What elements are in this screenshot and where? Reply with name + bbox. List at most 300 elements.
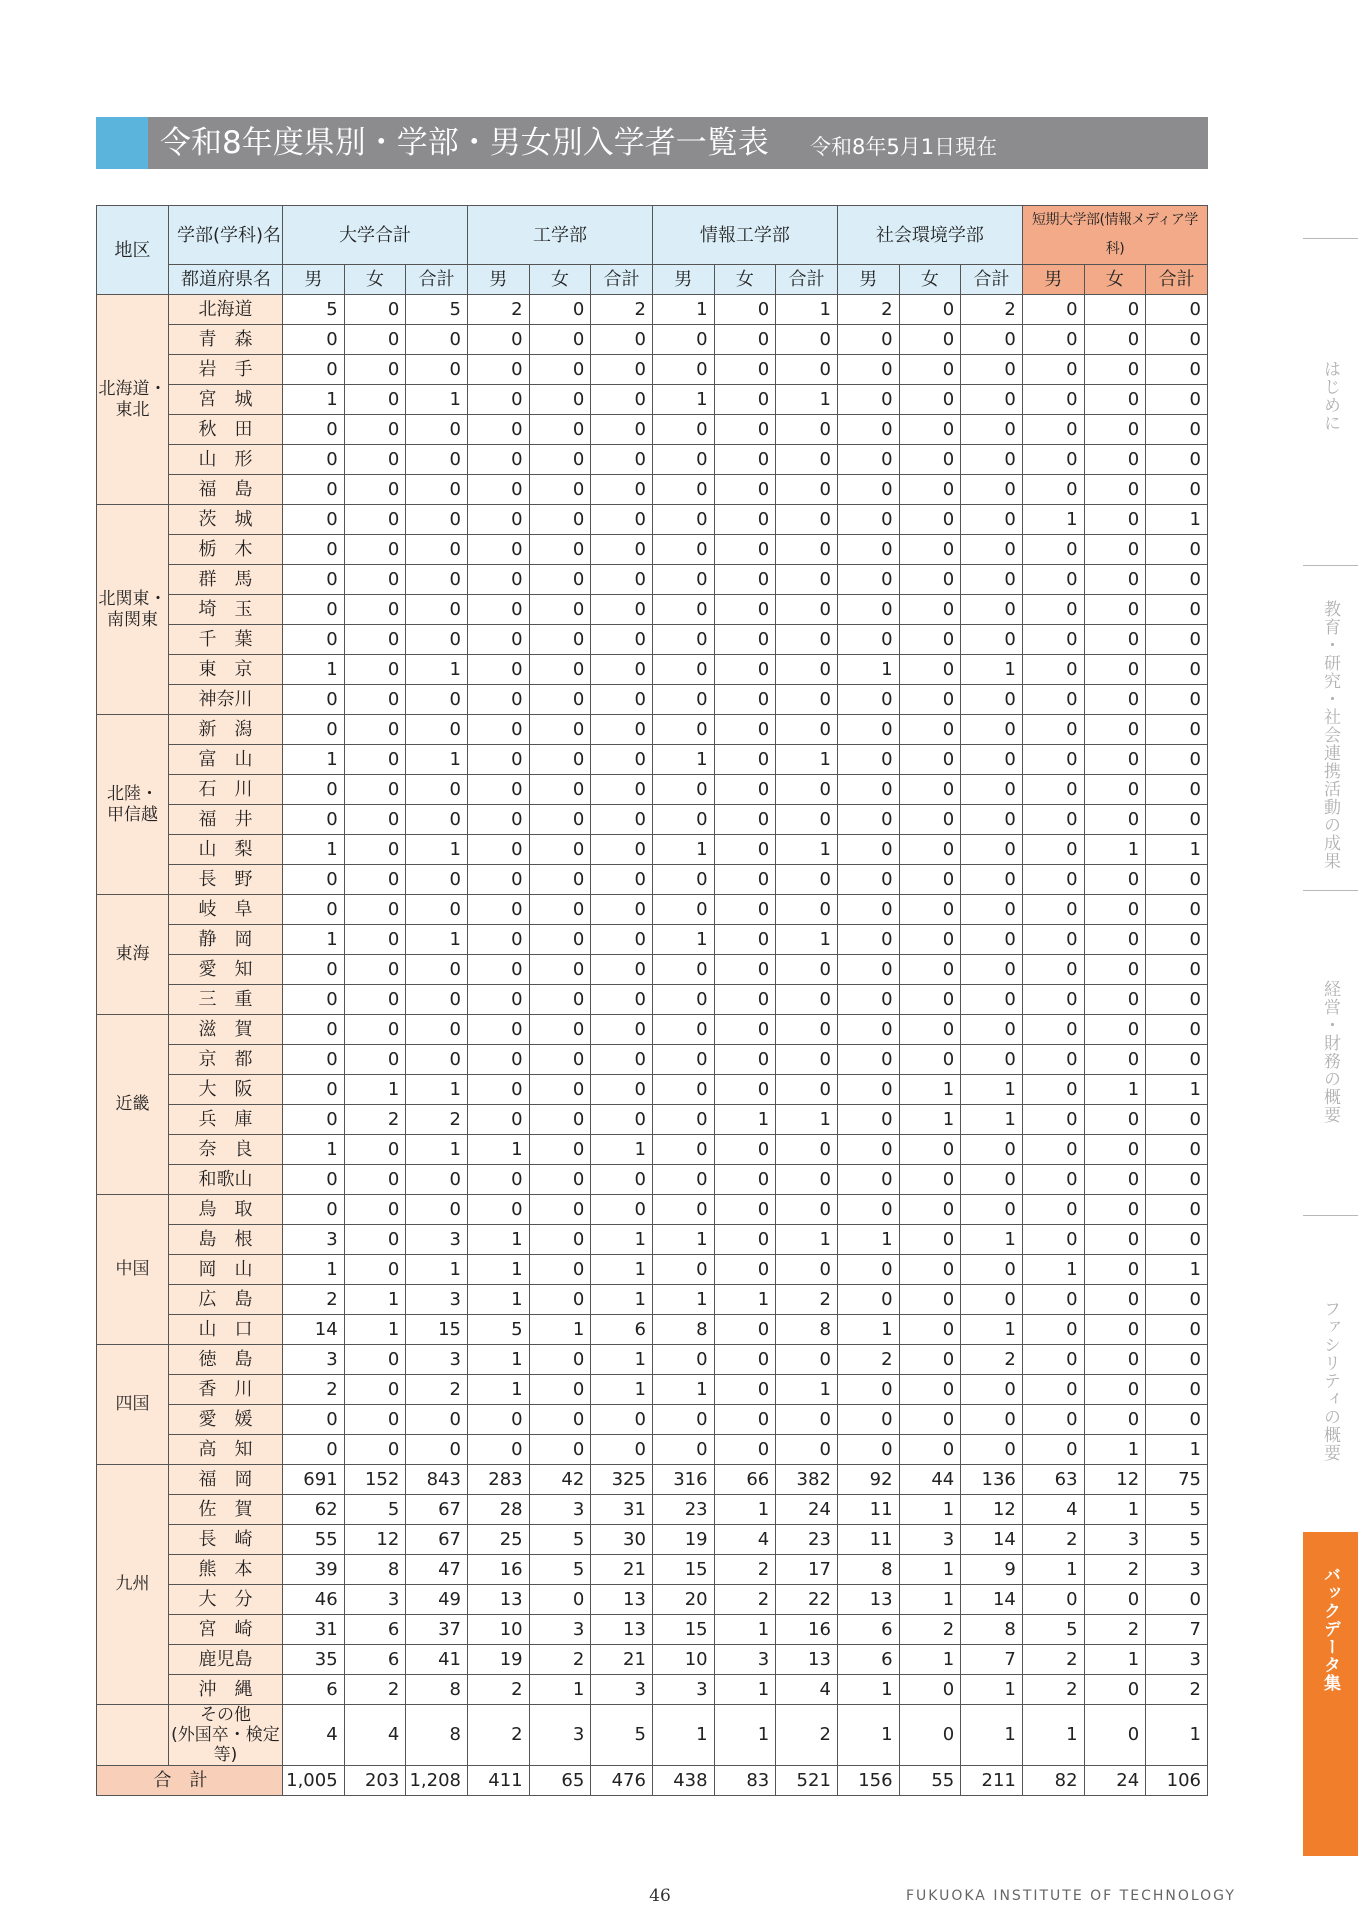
value-cell: 2 [467,1705,529,1766]
value-cell: 0 [591,565,653,595]
prefecture-cell: 徳 島 [169,1345,283,1375]
prefecture-cell: 高 知 [169,1435,283,1465]
value-cell: 0 [1146,1195,1208,1225]
value-cell: 1 [1084,1645,1146,1675]
value-cell: 15 [652,1615,714,1645]
value-cell: 0 [591,745,653,775]
value-cell: 0 [344,295,406,325]
value-cell: 0 [714,595,776,625]
value-cell: 0 [529,1255,591,1285]
value-cell: 0 [529,1405,591,1435]
value-cell: 0 [652,805,714,835]
prefecture-cell: 兵 庫 [169,1105,283,1135]
value-cell: 0 [344,1165,406,1195]
value-cell: 2 [1146,1675,1208,1705]
value-cell: 1 [961,1705,1023,1766]
value-cell: 0 [344,1195,406,1225]
value-cell: 0 [776,325,838,355]
value-cell: 0 [1022,445,1084,475]
value-cell: 0 [652,325,714,355]
value-cell: 0 [1022,1195,1084,1225]
value-cell: 0 [837,715,899,745]
table-row [97,895,1208,925]
value-cell: 0 [467,835,529,865]
value-cell: 0 [714,865,776,895]
prefecture-cell: 福 島 [169,475,283,505]
value-cell: 0 [1084,1015,1146,1045]
prefecture-cell: 埼 玉 [169,595,283,625]
value-cell: 3 [529,1615,591,1645]
prefecture-cell: 大 分 [169,1585,283,1615]
value-cell: 62 [283,1495,345,1525]
prefecture-cell: 鳥 取 [169,1195,283,1225]
table-row [97,1645,1208,1675]
value-cell: 0 [652,775,714,805]
value-cell: 1 [652,295,714,325]
value-cell: 2 [776,1285,838,1315]
region-cell: 北海道・ 東北 [97,295,169,505]
value-cell: 0 [1084,325,1146,355]
value-cell: 438 [652,1766,714,1796]
value-cell: 0 [344,505,406,535]
value-cell: 0 [1084,655,1146,685]
value-cell: 0 [899,415,961,445]
value-cell: 0 [899,595,961,625]
value-cell: 0 [406,865,468,895]
value-cell: 0 [1022,775,1084,805]
value-cell: 0 [344,1375,406,1405]
table-row [97,1585,1208,1615]
prefecture-cell: 鹿児島 [169,1645,283,1675]
value-cell: 0 [961,895,1023,925]
region-cell: 北陸・ 甲信越 [97,715,169,895]
value-cell: 0 [776,655,838,685]
value-cell: 1 [1084,1075,1146,1105]
value-cell: 0 [714,1195,776,1225]
value-cell: 6 [591,1315,653,1345]
value-cell: 0 [1022,1135,1084,1165]
value-cell: 0 [714,1165,776,1195]
value-cell: 0 [344,715,406,745]
value-cell: 0 [837,925,899,955]
value-cell: 0 [1084,1675,1146,1705]
value-cell: 0 [837,385,899,415]
value-cell: 0 [529,1075,591,1105]
value-cell: 0 [591,865,653,895]
value-cell: 0 [837,505,899,535]
value-cell: 0 [344,1135,406,1165]
value-cell: 0 [591,1015,653,1045]
value-cell: 1 [652,385,714,415]
value-cell: 0 [529,1045,591,1075]
value-cell: 1 [283,1255,345,1285]
value-cell: 0 [1022,1105,1084,1135]
value-cell: 0 [899,835,961,865]
value-cell: 0 [961,325,1023,355]
value-cell: 0 [961,385,1023,415]
value-cell: 0 [714,805,776,835]
value-cell: 1 [961,1105,1023,1135]
value-cell: 0 [1022,325,1084,355]
value-cell: 0 [652,535,714,565]
value-cell: 0 [529,535,591,565]
side-tab-3[interactable]: ファシリティの概要 [1320,1300,1340,1462]
value-cell: 0 [591,505,653,535]
value-cell: 0 [283,355,345,385]
value-cell: 0 [837,1045,899,1075]
table-row [97,1315,1208,1345]
value-cell: 2 [283,1285,345,1315]
prefecture-cell: 宮 崎 [169,1615,283,1645]
value-cell: 3 [1146,1555,1208,1585]
value-cell: 0 [344,685,406,715]
value-cell: 14 [961,1585,1023,1615]
value-cell: 0 [899,1225,961,1255]
value-cell: 1 [467,1255,529,1285]
value-cell: 0 [467,745,529,775]
value-cell: 0 [283,1045,345,1075]
value-cell: 0 [344,1345,406,1375]
value-cell: 2 [837,1345,899,1375]
table-row [97,295,1208,325]
value-cell: 0 [1022,1285,1084,1315]
value-cell: 0 [652,1135,714,1165]
value-cell: 0 [837,1405,899,1435]
value-cell: 1 [714,1285,776,1315]
value-cell: 92 [837,1465,899,1495]
value-cell: 0 [467,1435,529,1465]
value-cell: 1 [1146,505,1208,535]
value-cell: 0 [591,1075,653,1105]
value-cell: 0 [714,895,776,925]
value-cell: 2 [283,1375,345,1405]
value-cell: 0 [714,475,776,505]
value-cell: 0 [344,835,406,865]
value-cell: 0 [406,475,468,505]
value-cell: 0 [1146,1285,1208,1315]
side-tab-1[interactable]: 教育・研究・社会連携活動の成果 [1320,600,1340,870]
subheader-cell: 女 [344,265,406,295]
value-cell: 0 [837,1435,899,1465]
value-cell: 12 [344,1525,406,1555]
value-cell: 0 [776,1015,838,1045]
value-cell: 5 [591,1705,653,1766]
table-row [97,1165,1208,1195]
value-cell: 2 [899,1615,961,1645]
value-cell: 0 [591,445,653,475]
value-cell: 5 [467,1315,529,1345]
value-cell: 0 [714,1075,776,1105]
prefecture-cell: 千 葉 [169,625,283,655]
value-cell: 22 [776,1585,838,1615]
value-cell: 1 [837,1675,899,1705]
value-cell: 0 [529,1015,591,1045]
value-cell: 0 [776,445,838,475]
value-cell: 0 [467,1405,529,1435]
value-cell: 0 [776,415,838,445]
prefecture-cell: 山 口 [169,1315,283,1345]
value-cell: 0 [652,1435,714,1465]
value-cell: 0 [1084,1045,1146,1075]
prefecture-cell: 長 崎 [169,1525,283,1555]
value-cell: 0 [652,985,714,1015]
prefecture-cell: 岩 手 [169,355,283,385]
value-cell: 0 [591,1435,653,1465]
value-cell: 0 [344,535,406,565]
value-cell: 0 [961,565,1023,595]
value-cell: 2 [961,1345,1023,1375]
value-cell: 0 [961,1015,1023,1045]
value-cell: 0 [467,1195,529,1225]
value-cell: 0 [1022,745,1084,775]
subheader-cell: 女 [714,265,776,295]
value-cell: 9 [961,1555,1023,1585]
value-cell: 49 [406,1585,468,1615]
table-row [97,1465,1208,1495]
value-cell: 2 [961,295,1023,325]
table-row [97,415,1208,445]
value-cell: 1 [406,835,468,865]
value-cell: 0 [776,1435,838,1465]
value-cell: 0 [961,745,1023,775]
value-cell: 0 [1084,475,1146,505]
table-row [97,745,1208,775]
value-cell: 1 [899,1555,961,1585]
value-cell: 0 [591,1405,653,1435]
value-cell: 0 [529,1375,591,1405]
value-cell: 0 [1146,745,1208,775]
value-cell: 0 [837,1135,899,1165]
table-row [97,1195,1208,1225]
value-cell: 55 [899,1766,961,1796]
value-cell: 1 [591,1135,653,1165]
value-cell: 0 [652,1015,714,1045]
value-cell: 0 [1146,565,1208,595]
value-cell: 0 [776,685,838,715]
value-cell: 1 [1022,1555,1084,1585]
value-cell: 0 [837,865,899,895]
value-cell: 2 [1084,1555,1146,1585]
value-cell: 0 [1084,805,1146,835]
value-cell: 66 [714,1465,776,1495]
value-cell: 0 [1084,985,1146,1015]
value-cell: 1 [1146,835,1208,865]
value-cell: 0 [714,355,776,385]
value-cell: 13 [591,1615,653,1645]
value-cell: 0 [344,325,406,355]
value-cell: 0 [1022,835,1084,865]
value-cell: 1 [776,835,838,865]
value-cell: 0 [899,1195,961,1225]
value-cell: 0 [652,475,714,505]
subheader-cell: 合計 [406,265,468,295]
value-cell: 3 [283,1345,345,1375]
value-cell: 1 [1022,505,1084,535]
value-cell: 1 [529,1675,591,1705]
value-cell: 0 [776,1165,838,1195]
value-cell: 1 [283,1135,345,1165]
value-cell: 1 [406,385,468,415]
table-row [97,835,1208,865]
value-cell: 1 [344,1285,406,1315]
value-cell: 521 [776,1766,838,1796]
value-cell: 1 [714,1495,776,1525]
value-cell: 0 [899,925,961,955]
value-cell: 55 [283,1525,345,1555]
value-cell: 0 [1146,685,1208,715]
value-cell: 0 [529,355,591,385]
side-tab-2[interactable]: 経営・財務の概要 [1320,980,1340,1124]
value-cell: 0 [1084,1375,1146,1405]
region-cell: 中国 [97,1195,169,1345]
value-cell: 1 [467,1135,529,1165]
value-cell: 136 [961,1465,1023,1495]
value-cell: 0 [283,1435,345,1465]
footer-brand: FUKUOKA INSTITUTE OF TECHNOLOGY [906,1888,1236,1904]
value-cell: 0 [776,505,838,535]
value-cell: 0 [1146,1225,1208,1255]
value-cell: 0 [1146,715,1208,745]
value-cell: 5 [1146,1495,1208,1525]
value-cell: 35 [283,1645,345,1675]
value-cell: 0 [1146,595,1208,625]
value-cell: 0 [1146,925,1208,955]
value-cell: 0 [1084,1225,1146,1255]
value-cell: 0 [591,1165,653,1195]
value-cell: 47 [406,1555,468,1585]
value-cell: 0 [652,955,714,985]
value-cell: 1 [529,1315,591,1345]
value-cell: 0 [899,625,961,655]
value-cell: 0 [1146,1105,1208,1135]
value-cell: 0 [529,1165,591,1195]
value-cell: 28 [467,1495,529,1525]
value-cell: 0 [837,535,899,565]
value-cell: 0 [467,355,529,385]
value-cell: 0 [776,565,838,595]
prefecture-cell: 山 形 [169,445,283,475]
value-cell: 0 [899,1345,961,1375]
header-group-engineering: 工学部 [467,206,652,265]
value-cell: 0 [467,985,529,1015]
value-cell: 476 [591,1766,653,1796]
value-cell: 0 [1022,625,1084,655]
value-cell: 0 [652,1075,714,1105]
value-cell: 0 [283,685,345,715]
value-cell: 0 [467,1105,529,1135]
value-cell: 0 [714,1375,776,1405]
value-cell: 0 [961,835,1023,865]
value-cell: 0 [1022,895,1084,925]
value-cell: 0 [776,1345,838,1375]
prefecture-cell: 宮 城 [169,385,283,415]
value-cell: 0 [344,985,406,1015]
value-cell: 0 [1146,895,1208,925]
value-cell: 0 [714,625,776,655]
value-cell: 0 [1146,355,1208,385]
value-cell: 0 [961,595,1023,625]
value-cell: 0 [1022,1405,1084,1435]
value-cell: 0 [776,595,838,625]
value-cell: 0 [1022,385,1084,415]
value-cell: 1 [961,1225,1023,1255]
prefecture-cell: 富 山 [169,745,283,775]
value-cell: 1 [961,1675,1023,1705]
table-row [97,1345,1208,1375]
value-cell: 5 [1022,1615,1084,1645]
value-cell: 0 [344,1015,406,1045]
subheader-cell: 女 [1084,265,1146,295]
value-cell: 13 [776,1645,838,1675]
value-cell: 0 [652,1105,714,1135]
value-cell: 0 [344,895,406,925]
side-tab-divider [1303,1215,1358,1216]
value-cell: 0 [961,1135,1023,1165]
table-row [97,595,1208,625]
value-cell: 0 [283,955,345,985]
value-cell: 0 [899,475,961,505]
value-cell: 0 [899,1165,961,1195]
side-tab-0[interactable]: はじめに [1320,360,1340,432]
value-cell: 0 [1146,655,1208,685]
value-cell: 0 [283,805,345,835]
value-cell: 2 [1084,1615,1146,1645]
value-cell: 0 [1084,385,1146,415]
value-cell: 0 [529,1105,591,1135]
subheader-cell: 男 [837,265,899,295]
value-cell: 1 [1084,1495,1146,1525]
value-cell: 0 [652,1195,714,1225]
value-cell: 5 [529,1555,591,1585]
value-cell: 0 [776,1135,838,1165]
value-cell: 8 [406,1705,468,1766]
value-cell: 0 [1146,445,1208,475]
value-cell: 0 [1084,775,1146,805]
value-cell: 0 [1022,925,1084,955]
prefecture-cell: 栃 木 [169,535,283,565]
value-cell: 0 [837,1195,899,1225]
value-cell: 37 [406,1615,468,1645]
table-row [97,1075,1208,1105]
value-cell: 0 [283,985,345,1015]
value-cell: 0 [406,595,468,625]
value-cell: 65 [529,1766,591,1796]
prefecture-cell: 静 岡 [169,925,283,955]
value-cell: 1 [837,1705,899,1766]
value-cell: 1 [714,1615,776,1645]
value-cell: 0 [344,775,406,805]
value-cell: 1 [899,1495,961,1525]
subheader-cell: 男 [467,265,529,295]
value-cell: 3 [529,1495,591,1525]
value-cell: 15 [652,1555,714,1585]
value-cell: 1 [776,385,838,415]
region-cell: 北関東・ 南関東 [97,505,169,715]
value-cell: 0 [837,565,899,595]
value-cell: 0 [344,655,406,685]
value-cell: 203 [344,1766,406,1796]
value-cell: 0 [591,1045,653,1075]
value-cell: 6 [283,1675,345,1705]
table-row [97,1435,1208,1465]
value-cell: 0 [899,715,961,745]
value-cell: 0 [961,1045,1023,1075]
value-cell: 2 [837,295,899,325]
side-tab-back-data[interactable]: バックデータ集 [1320,1566,1340,1692]
value-cell: 3 [529,1705,591,1766]
region-cell: 近畿 [97,1015,169,1195]
value-cell: 0 [652,1405,714,1435]
